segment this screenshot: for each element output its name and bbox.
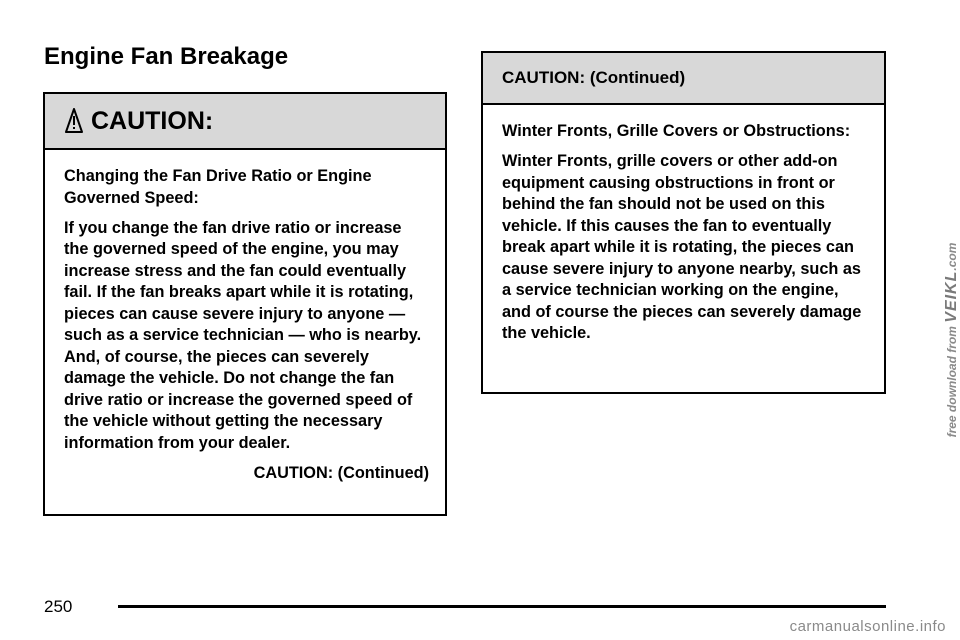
- watermark-brand: VEIKL: [943, 270, 960, 323]
- page-number: 250: [44, 597, 73, 616]
- warning-triangle-icon: [63, 107, 85, 135]
- caution-subheading: Winter Fronts, Grille Covers or Obstructions:: [502, 122, 851, 140]
- caution-box-right: [481, 51, 886, 394]
- caution-header-continued: [483, 53, 884, 105]
- watermark-prefix: free download from: [945, 326, 959, 438]
- caution-box-left: [43, 92, 447, 516]
- side-watermark: [943, 243, 960, 438]
- caution-text: If you change the fan drive ratio or increase the governed speed of the engine, you may increase stress and the fan could eventually fail. If the fan breaks apart while it is rotating, pieces can cause severe injury to anyone — such as a service technician — who is nearby. And, of course, the pieces can severely damage the vehicle. Do not change the fan drive ratio or increase the governed speed of the vehicle without getting the necessary information from your dealer.: [64, 218, 422, 452]
- watermark-suffix: .com: [945, 242, 959, 271]
- footer-watermark: carmanualsonline.info: [789, 618, 946, 635]
- caution-title-continued: CAUTION: (Continued): [502, 68, 686, 87]
- section-title: Engine Fan Breakage: [44, 43, 289, 70]
- caution-body: [45, 150, 445, 484]
- continued-label: CAUTION: (Continued): [253, 463, 429, 482]
- caution-body-continued: [483, 105, 884, 345]
- footer-rule: [118, 605, 886, 608]
- caution-title: CAUTION:: [91, 106, 214, 135]
- caution-text: Winter Fronts, grille covers or other add-on equipment causing obstructions in front or behind the fan should not be used on this vehicle. If this causes the fan to eventually break apart while it is rotating, the pieces can cause severe injury to anyone nearby, such as a service technician working on the engine, and of course the pieces can severely damage the vehicle.: [502, 152, 862, 342]
- caution-header: [45, 94, 445, 150]
- caution-subheading: Changing the Fan Drive Ratio or Engine Governed Speed:: [64, 167, 372, 207]
